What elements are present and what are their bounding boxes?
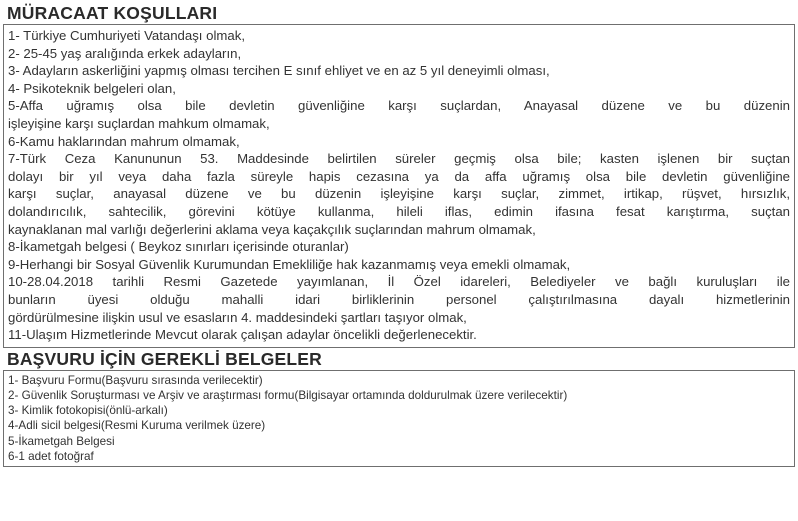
condition-line: 2- 25-45 yaş aralığında erkek adayların,: [8, 45, 242, 61]
document-line: 3- Kimlik fotokopisi(önlü-arkalı): [8, 404, 168, 418]
documents-heading: BAŞVURU İÇİN GEREKLİ BELGELER: [7, 348, 322, 369]
condition-line: dolayı bir yıl veya daha fazla süreyle hapis cezasına ya da affa uğramış olsa bile devletin güvenliğine: [8, 168, 790, 184]
documents-box: [3, 370, 795, 467]
condition-line: 5-Affa uğramış olsa bile devletin güvenliğine karşı suçlardan, Anayasal düzene ve bu düzenin: [8, 98, 790, 114]
condition-line: karşı suçlar, anayasal düzene ve bu düzenin işleyişine karşı suçlar, zimmet, irtikap, rüşvet, hırsızlık,: [8, 186, 790, 202]
condition-line: 8-İkametgah belgesi ( Beykoz sınırları içerisinde oturanlar): [8, 239, 349, 255]
condition-line: 3- Adayların askerliğini yapmış olması tercihen E sınıf ehliyet ve en az 5 yıl deneyimli olması,: [8, 63, 550, 79]
condition-line: işleyişine karşı suçlardan mahkum olmamak,: [8, 115, 270, 131]
condition-line: gördürülmesine ilişkin usul ve esasların 4. maddesindeki şartları taşıyor olmak,: [8, 309, 467, 325]
document-line: 6-1 adet fotoğraf: [8, 449, 94, 463]
condition-line: 11-Ulaşım Hizmetlerinde Mevcut olarak çalışan adaylar öncelikli değerlenecektir.: [8, 327, 477, 343]
document-line: 1- Başvuru Formu(Başvuru sırasında verilecektir): [8, 373, 263, 387]
condition-line: dolandırıcılık, sahtecilik, görevini kötüye kullanma, hileli iflas, edimin ifasına fesat karıştırma, suçtan: [8, 203, 790, 219]
document-line: 5-İkametgah Belgesi: [8, 434, 115, 448]
document-line: 2- Güvenlik Soruşturması ve Arşiv ve araştırması formu(Bilgisayar ortamında doldurulmak üzere verilecektir): [8, 388, 568, 402]
conditions-box: [3, 24, 795, 348]
condition-line: 7-Türk Ceza Kanununun 53. Maddesinde belirtilen süreler geçmiş olsa bile; kasten işlenen bir suçtan: [8, 151, 790, 167]
document-line: 4-Adli sicil belgesi(Resmi Kuruma verilmek üzere): [8, 419, 266, 433]
document-page: [0, 2, 798, 521]
condition-line: kaynaklanan mal varlığı değerlerini aklama veya kaçakçılık suçlarından mahrum olmamak,: [8, 221, 536, 237]
condition-line: 9-Herhangi bir Sosyal Güvenlik Kurumundan Emekliliğe hak kazanmamış veya emekli olmamak,: [8, 256, 571, 272]
conditions-heading: MÜRACAAT KOŞULLARI: [7, 3, 218, 23]
condition-line: 1- Türkiye Cumhuriyeti Vatandaşı olmak,: [8, 28, 245, 43]
condition-line: 10-28.04.2018 tarihli Resmi Gazetede yayımlanan, İl Özel idareleri, Belediyeler ve bağlı kuruluşları ile: [8, 274, 790, 290]
condition-line: 4- Psikoteknik belgeleri olan,: [8, 80, 176, 96]
condition-line: bunların üyesi olduğu mahalli idari birliklerinin personel çalıştırılmasına dayalı hizmetlerinin: [8, 291, 790, 307]
condition-line: 6-Kamu haklarından mahrum olmamak,: [8, 133, 240, 149]
